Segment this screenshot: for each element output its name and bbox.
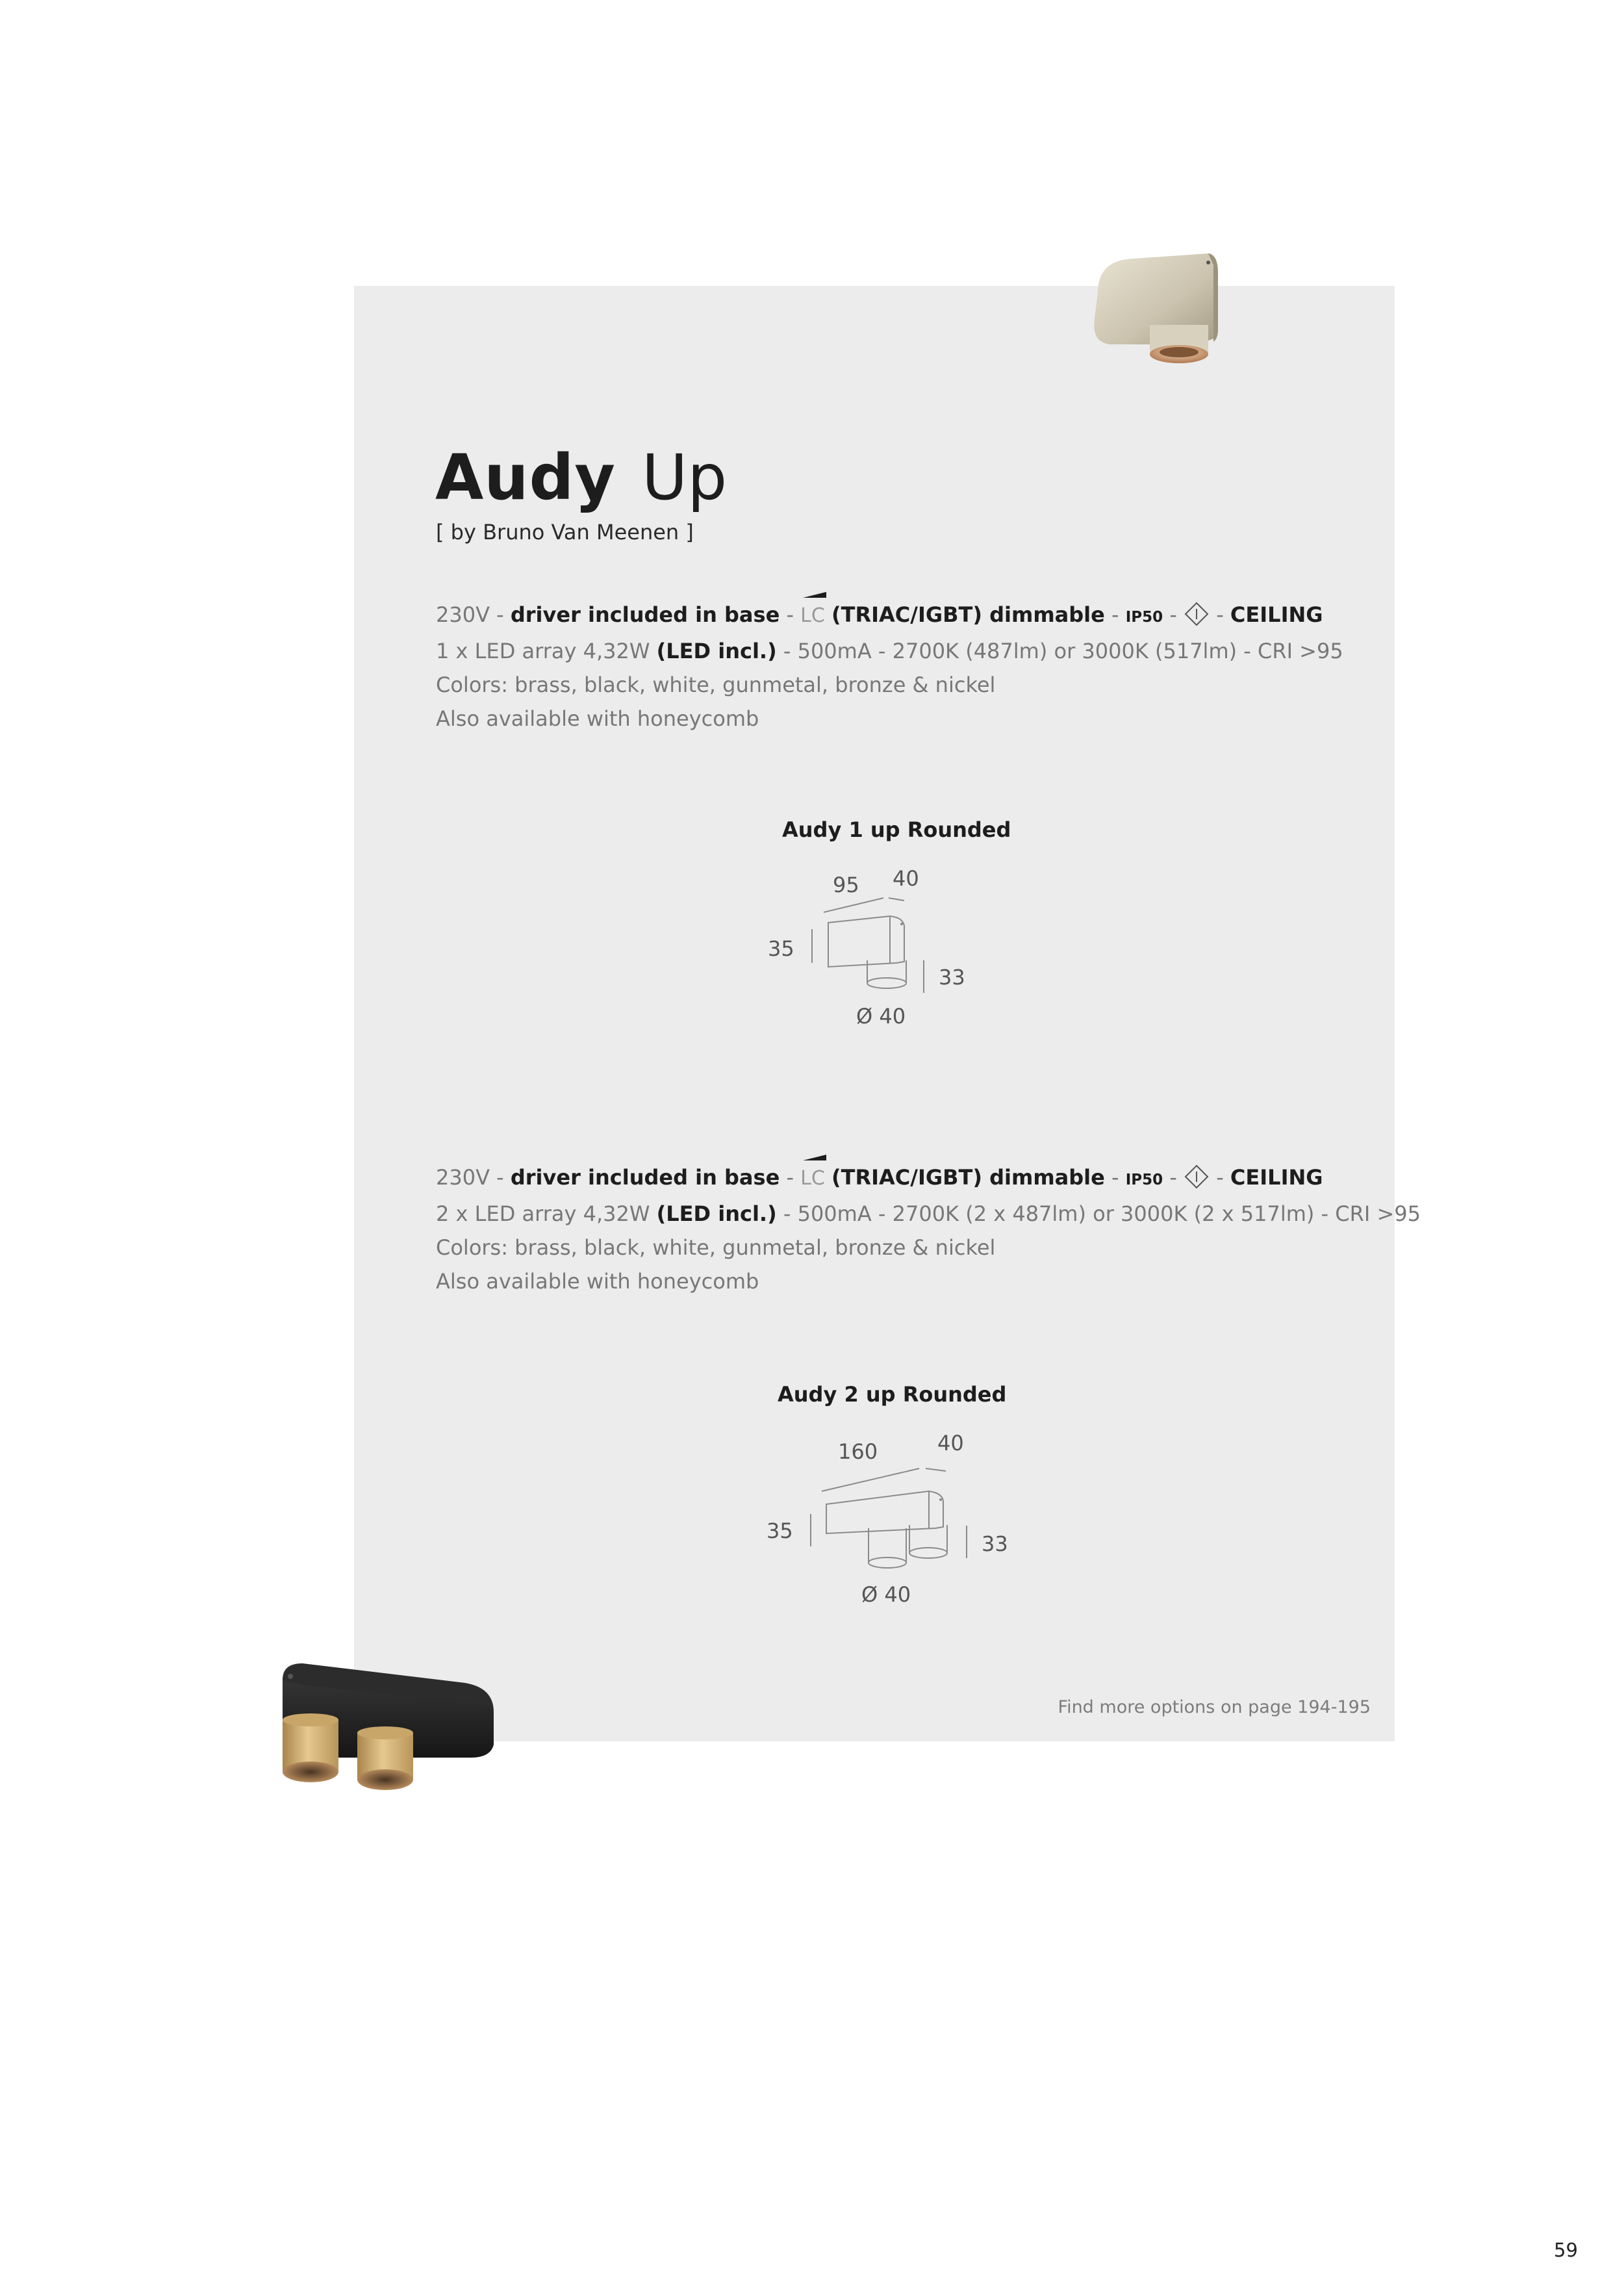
- led-specs: - 500mA - 2700K (2 x 487lm) or 3000K (2 x 517lm) - CRI >95: [776, 1201, 1421, 1226]
- designer-credit: [ by Bruno Van Meenen ]: [436, 520, 694, 544]
- lc-label: LC: [800, 1167, 825, 1190]
- driver-info: driver included in base: [510, 602, 780, 627]
- spec-block-1: [436, 596, 1343, 736]
- spec-line-led: [436, 1197, 1421, 1231]
- separator: -: [489, 602, 511, 627]
- separator: -: [1210, 1165, 1230, 1190]
- product-title: [435, 439, 727, 517]
- spec-line-colors: Colors: brass, black, white, gunmetal, bronze & nickel: [436, 673, 996, 697]
- spec-line-led: [436, 634, 1343, 668]
- product-name-light: Up: [641, 441, 728, 514]
- technical-drawing-2-up: [799, 1455, 987, 1572]
- led-array: 2 x LED array 4,32W: [436, 1201, 657, 1226]
- led-specs: - 500mA - 2700K (487lm) or 3000K (517lm) - CRI >95: [776, 639, 1343, 663]
- voltage: 230V: [436, 602, 490, 627]
- spec-line-honeycomb: Also available with honeycomb: [436, 1269, 759, 1294]
- diamond-class-icon: [1184, 1164, 1210, 1190]
- ip-rating: IP50: [1125, 1172, 1163, 1188]
- led-array: 1 x LED array 4,32W: [436, 639, 657, 663]
- product-photo-1-up: [1072, 247, 1228, 377]
- dim-diameter-1: Ø 40: [856, 1004, 906, 1029]
- separator: -: [1104, 602, 1126, 627]
- ip-rating: IP50: [1125, 609, 1163, 626]
- dim-width-1: 40: [893, 866, 919, 891]
- voltage: 230V: [436, 1165, 490, 1190]
- separator: -: [780, 1165, 801, 1190]
- lc-wedge-icon: [800, 1159, 825, 1196]
- product-name-bold: Audy: [435, 441, 616, 514]
- product-photo-2-up: [276, 1660, 503, 1816]
- led-included: (LED incl.): [656, 639, 777, 663]
- separator: -: [780, 602, 801, 627]
- separator: -: [1163, 602, 1184, 627]
- mount-type: CEILING: [1230, 1165, 1323, 1190]
- separator: -: [489, 1165, 511, 1190]
- spec-line-honeycomb: Also available with honeycomb: [436, 706, 759, 731]
- lc-wedge-icon: [800, 596, 825, 633]
- separator: -: [1210, 602, 1230, 627]
- mount-type: CEILING: [1230, 602, 1323, 627]
- figure-1-title: Audy 1 up Rounded: [782, 817, 1011, 842]
- spec-line-electrical: [436, 1159, 1421, 1197]
- dim-base-height-1: 35: [768, 936, 794, 961]
- dim-base-height-2: 35: [767, 1518, 793, 1543]
- technical-drawing-1-up: [799, 890, 942, 994]
- dim-diameter-2: Ø 40: [861, 1582, 911, 1607]
- spec-line-electrical: [436, 596, 1343, 634]
- dim-length-2: 160: [838, 1439, 878, 1464]
- separator: -: [1163, 1165, 1184, 1190]
- more-options-note: Find more options on page 194-195: [1058, 1697, 1371, 1717]
- led-included: (LED incl.): [656, 1201, 777, 1226]
- spec-block-2: [436, 1159, 1421, 1298]
- dim-cyl-height-1: 33: [939, 965, 965, 990]
- diamond-class-icon: [1184, 601, 1210, 627]
- dim-width-2: 40: [937, 1431, 964, 1455]
- figure-2-title: Audy 2 up Rounded: [778, 1382, 1007, 1407]
- dimming-info: (TRIAC/IGBT) dimmable: [831, 602, 1105, 627]
- separator: -: [1104, 1165, 1126, 1190]
- page-number: 59: [1554, 2239, 1578, 2261]
- lc-label: LC: [800, 604, 825, 627]
- driver-info: driver included in base: [510, 1165, 780, 1190]
- dimming-info: (TRIAC/IGBT) dimmable: [831, 1165, 1105, 1190]
- dim-cyl-height-2: 33: [982, 1531, 1008, 1556]
- dim-length-1: 95: [833, 873, 859, 897]
- spec-line-colors: Colors: brass, black, white, gunmetal, bronze & nickel: [436, 1235, 996, 1260]
